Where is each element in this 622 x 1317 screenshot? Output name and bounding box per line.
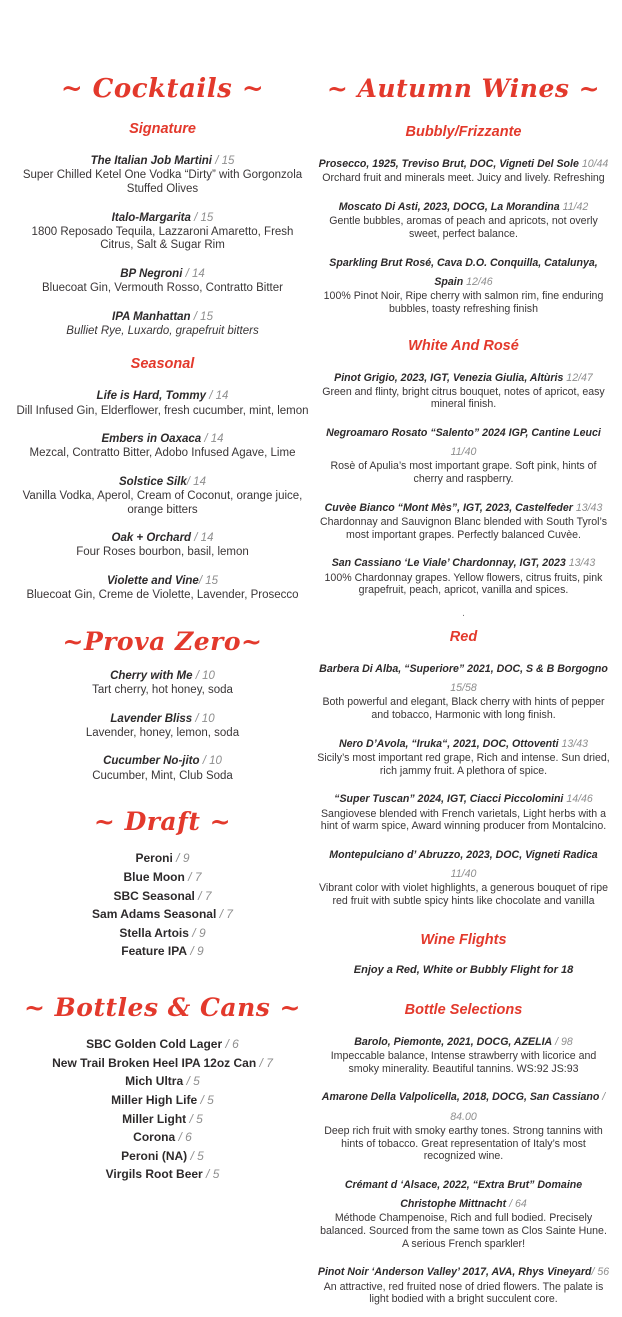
item-name: Cherry with Me [110, 669, 193, 682]
signature-section [16, 121, 309, 338]
beer-item [16, 887, 309, 906]
prova-zero-section [16, 626, 309, 784]
item-price: 14/46 [563, 793, 593, 806]
wine-item [317, 788, 610, 833]
wine-item [317, 1031, 610, 1076]
item-name: Italo-Margarita [111, 211, 191, 224]
item-name: Pinot Grigio, 2023, IGT, Venezia Giulia, Altùris [334, 371, 564, 384]
menu-item [16, 750, 309, 783]
item-price: 11/40 [450, 446, 477, 459]
item-name: Peroni (NA) [121, 1148, 188, 1163]
prova-zero-title: ~Prova Zero~ [62, 626, 263, 656]
wine-item [317, 1261, 610, 1306]
item-price: / 9 [187, 944, 204, 959]
item-name: Prosecco, 1925, Treviso Brut, DOC, Vigneti Del Sole [318, 158, 579, 171]
item-price: / 6 [175, 1130, 192, 1145]
item-price: / 14 [201, 433, 224, 446]
wine-flights-note: Enjoy a Red, White or Bubbly Flight for 18 [353, 963, 574, 976]
menu-item [16, 708, 309, 741]
item-description: Bluecoat Gin, Vermouth Rosso, Contratto Bitter [42, 282, 283, 295]
beer-item [16, 849, 309, 868]
item-name: Lavender Bliss [110, 712, 193, 725]
item-description: Sicily’s most important red grape, Rich and intense. Sun dried, rich jammy fruit. A plethora of spice. [317, 752, 610, 777]
item-name: Mich Ultra [125, 1074, 184, 1089]
item-name: The Italian Job Martini [90, 155, 212, 168]
item-price: / 15 [198, 574, 218, 587]
item-price: / 5 [202, 1167, 220, 1182]
beer-item [16, 868, 309, 887]
wine-flights-heading: Wine Flights [420, 931, 507, 948]
item-description: Tart cherry, hot honey, soda [92, 684, 233, 697]
item-price: / 64 [506, 1198, 527, 1211]
item-description: Sangiovese blended with French varietals, Light herbs with a hint of warm spice, Award winning producer from Montalcino. [320, 807, 607, 833]
item-price: / 5 [183, 1074, 200, 1089]
item-name: Cuvèe Bianco “Mont Mès”, IGT, 2023, Castelfeder [324, 501, 573, 514]
draft-title: ~ Draft ~ [93, 807, 232, 837]
item-name: Miller High Life [111, 1093, 198, 1108]
item-price: / 14 [186, 475, 206, 488]
menu-item [16, 527, 309, 560]
item-price: / 56 [591, 1266, 610, 1279]
item-name: Montepulciano d’ Abruzzo, 2023, DOC, Vigneti Radica [329, 849, 598, 862]
item-description: Both powerful and elegant, Black cherry with hints of pepper and tobacco, Harmonic with long finish. [322, 696, 605, 722]
item-price: / 14 [206, 390, 229, 403]
item-description: Impeccable balance, Intense strawberry with licorice and smoky minerality. Beautiful tannins. WS:92 JS:93 [330, 1050, 597, 1075]
item-description: An attractive, red fruited nose of dried flowers. The palate is light bodied with a bright succulent core. [323, 1280, 604, 1306]
item-name: IPA Manhattan [112, 310, 191, 323]
item-price: / 10 [199, 755, 222, 768]
item-name: Cucumber No-jito [103, 755, 200, 768]
item-name: Negroamaro Rosato “Salento” 2024 IGP, Cantine Leuci [326, 427, 601, 440]
beer-item [16, 1054, 309, 1073]
item-name: New Trail Broken Heel IPA 12oz Can [52, 1055, 257, 1070]
item-name: Crémant d ‘Alsace, 2022, “Extra Brut” Domaine Christophe Mittnacht [344, 1178, 583, 1211]
item-price: / 5 [186, 1111, 203, 1126]
bottles-cans-section [16, 995, 309, 1184]
item-name: Solstice Silk [119, 475, 187, 488]
item-name: SBC Golden Cold Lager [86, 1037, 223, 1052]
beer-item [16, 942, 309, 961]
white-rose-section [317, 338, 610, 620]
red-section [317, 629, 610, 908]
wine-item [317, 367, 610, 412]
item-price: 12/46 [463, 275, 493, 288]
menu-item [16, 570, 309, 603]
item-description: Orchard fruit and minerals meet. Juicy and lively. Refreshing [322, 172, 605, 185]
item-price: / 84.00 [450, 1091, 606, 1123]
wine-item [317, 196, 610, 241]
item-name: “Super Tuscan” 2024, IGT, Ciacci Piccolomini [334, 793, 564, 806]
item-price: 10/44 [578, 158, 609, 171]
item-name: Amarone Della Valpolicella, 2018, DOCG, San Cassiano [321, 1091, 600, 1104]
item-description: Green and flinty, bright citrus bouquet, notes of apricot, easy mineral finish. [322, 385, 605, 411]
beer-item [16, 1072, 309, 1091]
menu-item [16, 306, 309, 339]
red-heading: Red [449, 629, 478, 646]
item-description: Gentle bubbles, aromas of peach and apricots, not overly sweet, perfect balance. [329, 215, 598, 241]
item-price: 13/43 [565, 557, 596, 570]
item-name: Sparkling Brut Rosé, Cava D.O. Conquilla, Catalunya, Spain [329, 256, 598, 288]
wine-item [317, 1174, 610, 1250]
menu-item [16, 207, 309, 253]
item-description: Bulliet Rye, Luxardo, grapefruit bitters [66, 324, 259, 337]
item-name: Nero D’Avola, “Iruka“, 2021, DOC, Ottoventi [338, 737, 559, 750]
beer-item [16, 924, 309, 943]
item-price: 12/47 [563, 371, 593, 384]
item-name: San Cassiano ‘Le Viale’ Chardonnay, IGT, 2023 [331, 557, 566, 570]
item-description: Chardonnay and Sauvignon Blanc blended with South Tyrol’s most important grapes. Perfectly balanced Cuvèe. [319, 516, 607, 541]
menu-item [16, 385, 309, 418]
beer-item [16, 1128, 309, 1147]
beer-item [16, 1110, 309, 1129]
item-description: Mezcal, Contratto Bitter, Adobo Infused Agave, Lime [29, 447, 296, 460]
item-price: / 10 [192, 712, 215, 725]
item-price: / 15 [212, 155, 235, 168]
bubbly-section [317, 124, 610, 315]
beer-item [16, 1147, 309, 1166]
item-name: Barolo, Piemonte, 2021, DOCG, AZELIA [354, 1035, 553, 1048]
menu-item [16, 665, 309, 698]
item-name: Barbera Di Alba, “Superiore” 2021, DOC, S & B Borgogno [319, 663, 608, 676]
white-rose-heading: White And Rosé [408, 337, 519, 354]
bubbly-heading: Bubbly/Frizzante [405, 124, 522, 141]
item-name: Sam Adams Seasonal [92, 907, 217, 922]
item-description: Deep rich fruit with smoky earthy tones. Strong tannins with hints of tobacco. Great representation of Italy’s most recognized wine. [324, 1124, 603, 1163]
wine-item [317, 252, 610, 316]
item-description: 100% Pinot Noir, Ripe cherry with salmon rim, fine enduring bubbles, toasty refreshing finish [323, 290, 604, 315]
item-price: / 7 [184, 870, 202, 885]
item-description: Bluecoat Gin, Creme de Violette, Lavender, Prosecco [26, 589, 299, 602]
menu-item [16, 471, 309, 517]
draft-section [16, 809, 309, 961]
bottles-cans-title: ~ Bottles & Cans ~ [23, 993, 301, 1023]
item-description: Vibrant color with violet highlights, a generous bouquet of ripe red fruit with subtle spicy hints like chocolate and vanilla [319, 882, 608, 908]
item-name: Violette and Vine [107, 574, 199, 587]
item-description: Vanilla Vodka, Aperol, Cream of Coconut, orange juice, orange bitters [22, 490, 303, 516]
item-name: Miller Light [122, 1111, 187, 1126]
wine-item [317, 497, 610, 542]
menu-item [16, 150, 309, 196]
wine-item [317, 844, 610, 908]
left-column [16, 76, 309, 1317]
wine-item [317, 153, 610, 185]
item-name: Blue Moon [123, 870, 185, 885]
item-name: Embers in Oaxaca [101, 433, 202, 446]
wine-flights-section [317, 932, 610, 976]
wine-item [317, 552, 610, 597]
item-price: / 14 [191, 532, 214, 545]
item-price: / 6 [222, 1037, 239, 1052]
seasonal-heading: Seasonal [130, 356, 195, 373]
item-name: Life is Hard, Tommy [96, 390, 207, 403]
item-name: Pinot Noir ‘Anderson Valley’ 2017, AVA, Rhys Vineyard [317, 1266, 592, 1279]
item-price: 11/42 [559, 201, 589, 214]
item-price: / 98 [552, 1035, 573, 1048]
item-price: / 5 [187, 1148, 204, 1163]
item-price: 11/40 [450, 868, 477, 881]
item-name: Stella Artois [119, 925, 189, 940]
wine-item [317, 1086, 610, 1162]
item-description: Cucumber, Mint, Club Soda [92, 769, 233, 782]
wine-item [317, 733, 610, 778]
bottle-selections-heading: Bottle Selections [404, 1001, 523, 1018]
item-name: Corona [133, 1130, 176, 1145]
item-price: 13/43 [572, 501, 603, 514]
beer-item [16, 1035, 309, 1054]
item-name: Peroni [135, 851, 173, 866]
section-divider-dot: . [462, 608, 465, 620]
item-description: 1800 Reposado Tequila, Lazzaroni Amaretto, Fresh Citrus, Salt & Sugar Rim [31, 225, 294, 252]
menu-item [16, 263, 309, 296]
beer-item [16, 1091, 309, 1110]
wine-item [317, 422, 610, 486]
item-price: / 10 [192, 669, 215, 682]
item-name: Feature IPA [121, 944, 188, 959]
item-name: Virgils Root Beer [105, 1167, 203, 1182]
item-name: Moscato Di Asti, 2023, DOCG, La Morandina [338, 201, 560, 214]
item-price: / 7 [194, 888, 212, 903]
beer-item [16, 1165, 309, 1184]
menu-item [16, 428, 309, 461]
item-price: / 7 [216, 907, 233, 922]
item-description: Lavender, honey, lemon, soda [85, 726, 240, 739]
item-name: Oak + Orchard [111, 532, 192, 545]
item-description: Rosè of Apulia’s most important grape. Soft pink, hints of cherry and raspberry. [330, 460, 597, 486]
item-price: / 15 [190, 211, 214, 224]
item-price: / 9 [188, 925, 206, 940]
item-description: Super Chilled Ketel One Vodka “Dirty” with Gorgonzola Stuffed Olives [22, 169, 303, 196]
signature-heading: Signature [129, 121, 196, 138]
item-price: 13/43 [558, 737, 589, 750]
item-price: / 5 [197, 1093, 214, 1108]
item-description: Four Roses bourbon, basil, lemon [76, 546, 249, 559]
bottle-selections-section [317, 1002, 610, 1306]
item-description: 100% Chardonnay grapes. Yellow flowers, citrus fruits, pink grapefruit, peach, apricot, vanilla and spices. [324, 571, 603, 597]
wine-item [317, 658, 610, 722]
item-price: 15/58 [450, 682, 477, 695]
item-price: / 7 [256, 1055, 273, 1070]
item-price: / 9 [172, 851, 190, 866]
item-price: / 14 [182, 267, 205, 280]
item-description: Dill Infused Gin, Elderflower, fresh cucumber, mint, lemon [16, 404, 309, 417]
cocktails-title: ~ Cocktails ~ [60, 74, 265, 104]
item-price: / 15 [190, 310, 213, 323]
item-name: SBC Seasonal [113, 888, 195, 903]
item-description: Méthode Champenoise, Rich and full bodied. Precisely balanced. Sourced from the same town as Clos Sainte Hune. A serious French sparkler! [320, 1212, 607, 1250]
autumn-wines-title: ~ Autumn Wines ~ [326, 74, 601, 103]
right-column [317, 76, 610, 1317]
item-name: BP Negroni [120, 267, 183, 280]
beer-item [16, 905, 309, 924]
seasonal-section [16, 356, 309, 602]
